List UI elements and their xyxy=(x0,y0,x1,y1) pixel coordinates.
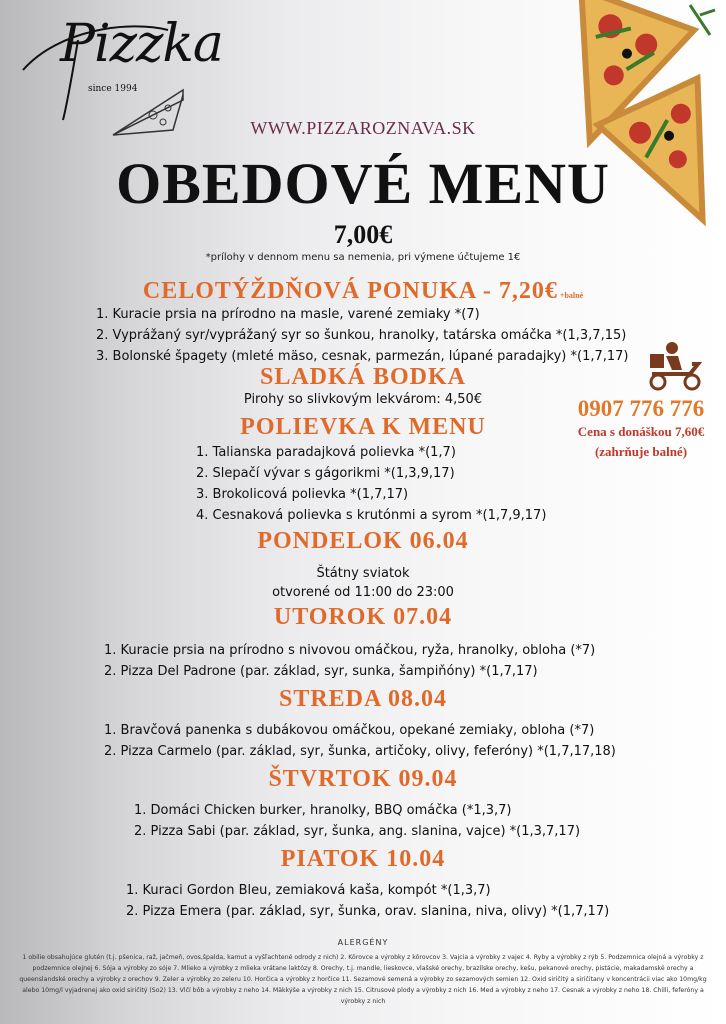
allergens-title: ALERGÉNY xyxy=(337,938,389,947)
list-item: 2. Pizza Carmelo (par. základ, syr, šunka, artičoky, olivy, feferóny) *(1,7,17,18) xyxy=(104,744,616,759)
brand-name: Pizzka xyxy=(60,14,223,74)
brand-since: since 1994 xyxy=(88,84,138,94)
list-item: 2. Pizza Emera (par. základ, syr, šunka, orav. slanina, niva, olivy) *(1,7,17) xyxy=(126,904,610,919)
day-heading-wednesday: STREDA 08.04 xyxy=(278,686,448,712)
delivery-scooter-icon xyxy=(646,340,706,392)
dessert-heading: SLADKÁ BODKA xyxy=(259,364,467,390)
delivery-price: Cena s donáškou 7,60€ xyxy=(577,424,705,439)
list-item: 1. Domáci Chicken burker, hranolky, BBQ omáčka (*1,3,7) xyxy=(134,803,512,818)
list-item: 4. Cesnaková polievka s krutónmi a syrom *(1,7,9,17) xyxy=(196,508,547,523)
website-link[interactable]: WWW.PIZZAROZNAVA.SK xyxy=(250,118,476,138)
delivery-info xyxy=(556,422,726,462)
list-item: 1. Talianska paradajková polievka *(1,7) xyxy=(196,445,456,460)
day-heading-tuesday: UTOROK 07.04 xyxy=(273,604,453,630)
weekly-offer-sub: +balné xyxy=(559,291,584,300)
menu-price: 7,00€ xyxy=(333,220,393,249)
soup-heading: POLIEVKA K MENU xyxy=(240,414,486,440)
day-heading-friday: PIATOK 10.04 xyxy=(280,846,446,872)
delivery-note: (zahrňuje balné) xyxy=(594,444,688,459)
list-item: 1. Kuracie prsia na prírodno na masle, varené zemiaky *(7) xyxy=(96,307,480,322)
weekly-offer-heading xyxy=(0,278,726,305)
phone-number[interactable]: 0907 776 776 xyxy=(577,396,705,421)
list-item: 1. Kuracie prsia na prírodno s nivovou omáčkou, ryža, hranolky, obloha (*7) xyxy=(104,643,596,658)
weekly-offer-title: CELOTÝŽDŇOVÁ PONUKA - 7,20€ xyxy=(142,278,558,304)
soup-list xyxy=(196,442,546,526)
list-item: 2. Pizza Sabi (par. základ, syr, šunka, ang. slanina, vajce) *(1,3,7,17) xyxy=(134,824,581,839)
list-item: 2. Slepačí vývar s gágorikmi *(1,3,9,17) xyxy=(196,466,455,481)
monday-hours: otvorené od 11:00 do 23:00 xyxy=(272,585,454,600)
list-item: 1. Bravčová panenka s dubákovou omáčkou, opekané zemiaky, obloha (*7) xyxy=(104,723,595,738)
friday-list xyxy=(126,880,609,922)
tuesday-list xyxy=(104,640,595,682)
thursday-list xyxy=(134,800,580,842)
wednesday-list xyxy=(104,720,616,762)
dessert-item: Pirohy so slivkovým lekvárom: 4,50€ xyxy=(243,392,483,407)
page-title: OBEDOVÉ MENU xyxy=(116,151,610,216)
day-heading-monday: PONDELOK 06.04 xyxy=(257,528,469,554)
list-item: 2. Vyprážaný syr/vyprážaný syr so šunkou, hranolky, tatárska omáčka *(1,3,7,15) xyxy=(96,328,627,343)
list-item: 3. Bolonské špagety (mleté mäso, cesnak, parmezán, lúpané paradajky) *(1,7,17) xyxy=(96,349,629,364)
day-heading-thursday: ŠTVRTOK 09.04 xyxy=(268,766,458,792)
list-item: 1. Kuraci Gordon Bleu, zemiaková kaša, kompót *(1,3,7) xyxy=(126,883,491,898)
list-item: 2. Pizza Del Padrone (par. základ, syr, sunka, šampiňóny) *(1,7,17) xyxy=(104,664,538,679)
monday-holiday: Štátny sviatok xyxy=(316,566,410,581)
menu-note: *prílohy v dennom menu sa nemenia, pri výmene účtujeme 1€ xyxy=(205,252,521,263)
allergens-text: 1 obilie obsahujúce glutén (t.j. pšenica, raž, jačmeň, ovos,špalda, kamut a vyšľachtené odrody z nich) 2. Kôrovce a výrobky z kôrovcov 3. Vajcia a výrobky z vajec 4. Ryby a výrobky z rýb 5. Podzemnica olejná a výrobky z podzemnice olejnej 6. Sója a výrobky zo sóje 7. Mlieko a výrobky z mlieka vrátane laktózy 8. Orechy, t.j. mandle, lieskovce, vlašské orechy, brazílske orechy, kešu, pekanové orechy, pistácie, makadamské orechy a queenslandské orechy a výrobky z orechov 9. Zeler a výrobky zo zeleru 10. Horčica a výrobky z horčice 11. Sezamové semená a výrobky zo sezamových semien 12. Oxid siričitý a siričitany v koncentrácii viac ako 10mg/kg alebo 10mg/l vyjadrenej ako oxid siričitý (So2) 13. Vlčí bôb a výrobky z neho 14. Mäkkýše a výrobky z nich 15. Citrusové plody a výrobky z nich 16. Med a výrobky z neho 17. Cesnak a výrobky z neho 18. Chilli, feferóny a výrobky z nich xyxy=(19,954,707,1005)
weekly-offer-list xyxy=(96,304,629,367)
list-item: 3. Brokolicová polievka *(1,7,17) xyxy=(196,487,409,502)
